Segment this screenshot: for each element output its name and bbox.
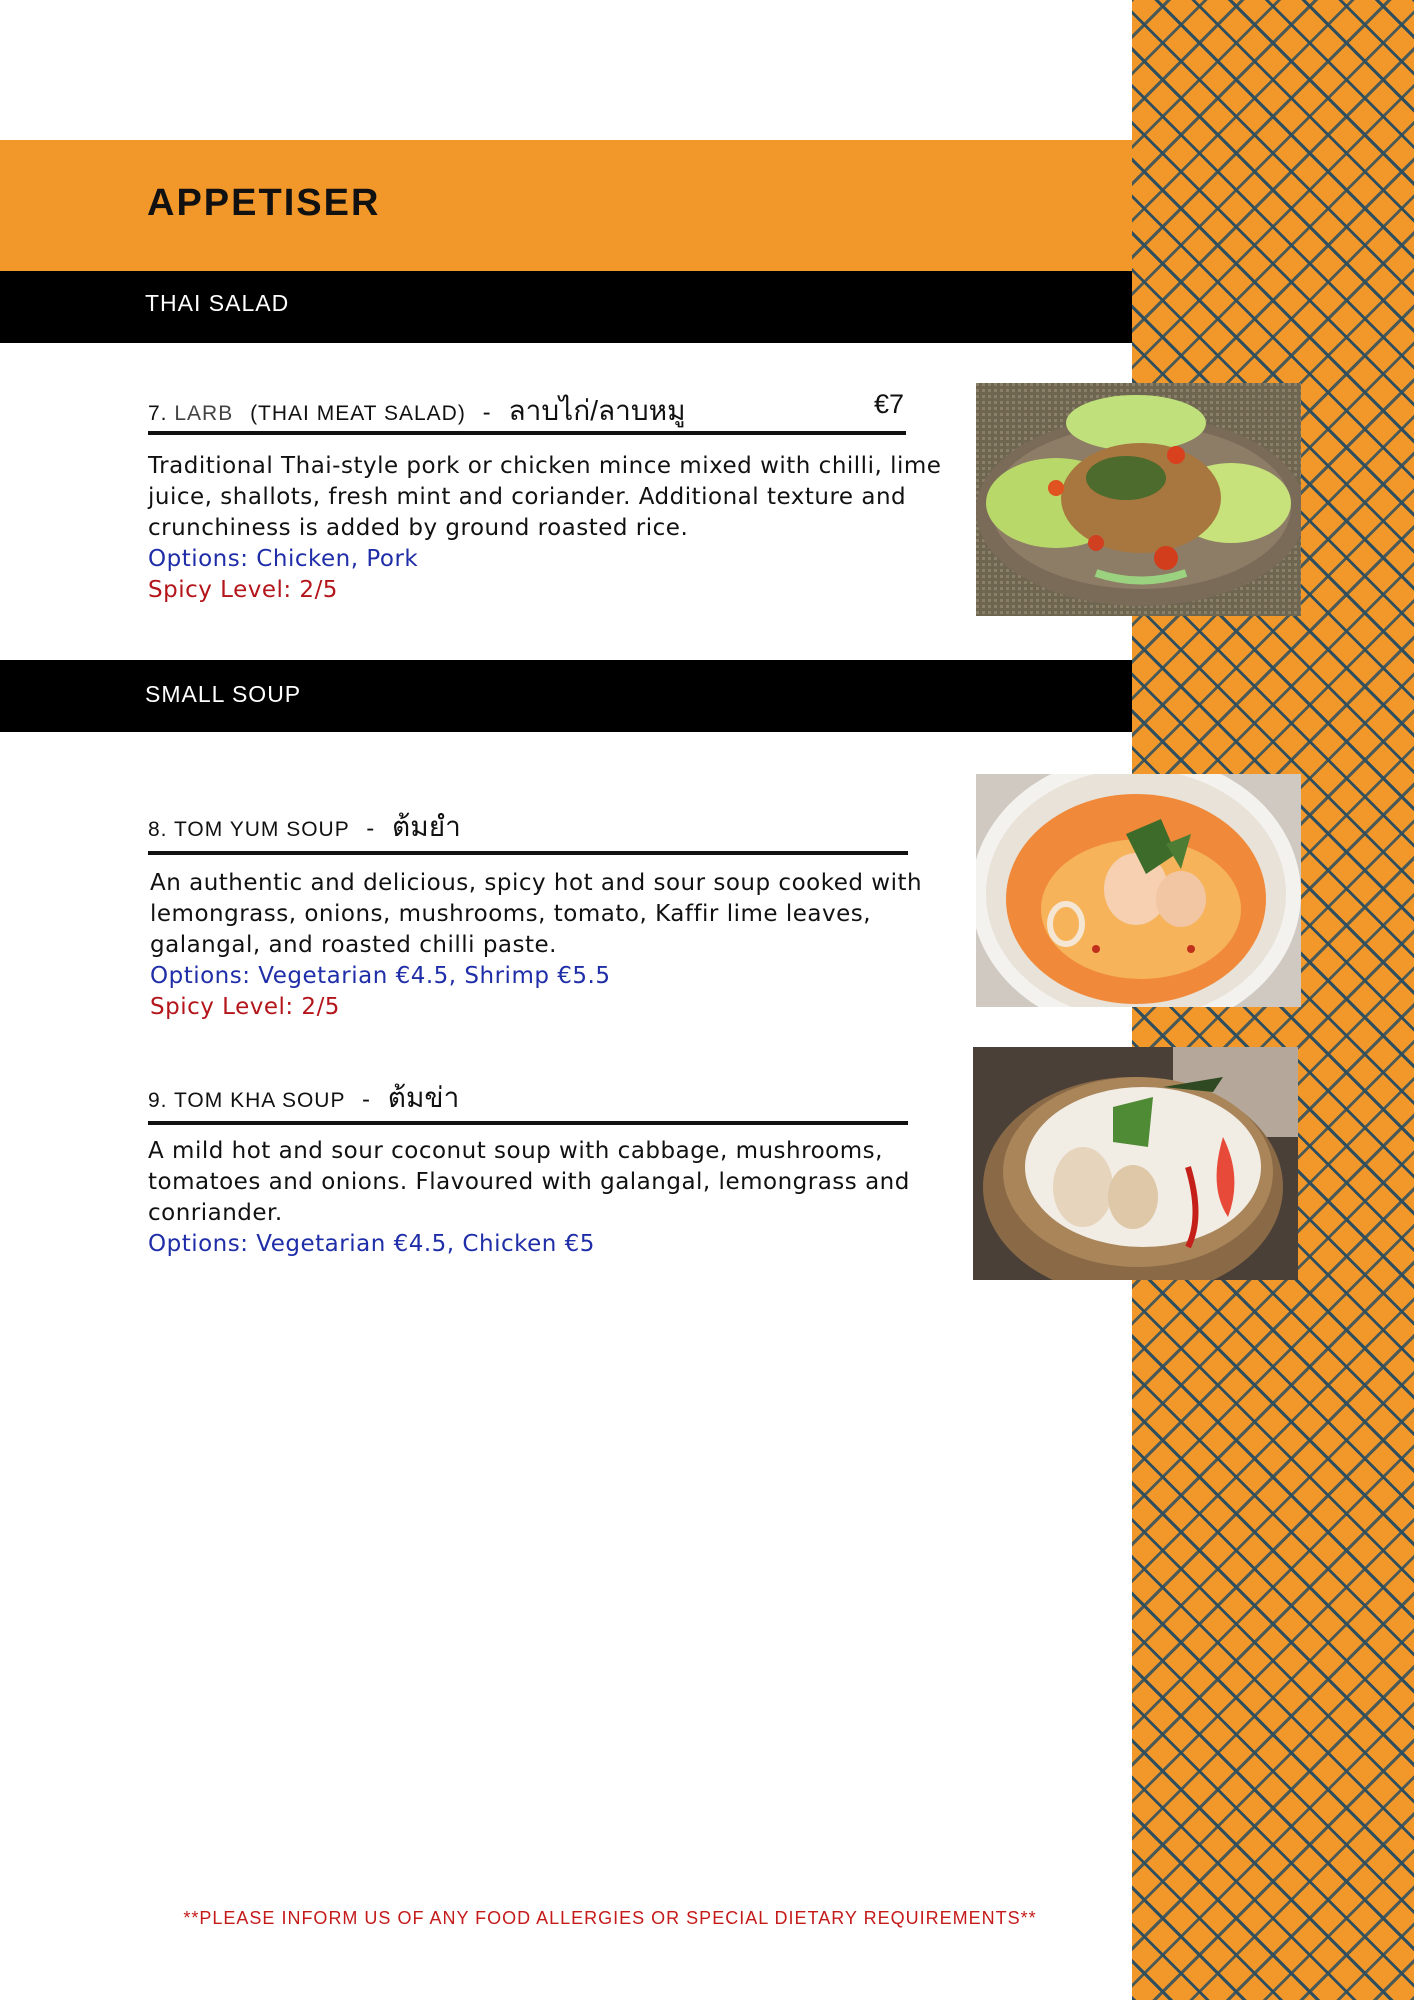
tom-yum-soup-image <box>976 774 1301 1007</box>
item-number: 9. <box>148 1089 168 1112</box>
item-subtitle: (THAI MEAT SALAD) <box>250 402 466 425</box>
tom-kha-soup-photo <box>973 1047 1298 1280</box>
item-title-tom-yum <box>148 805 461 849</box>
description-text: An authentic and delicious, spicy hot and sour soup cooked with lemongrass, onions, mushrooms, tomato, Kaffir lime leaves, galangal, and roasted chilli paste. <box>150 870 923 958</box>
section-label-small-soup: SMALL SOUP <box>145 681 302 707</box>
item-title-tom-kha <box>148 1076 459 1120</box>
item-name: TOM YUM SOUP <box>173 818 350 841</box>
item-number: 8. <box>148 818 168 841</box>
page-title: APPETISER <box>147 182 381 224</box>
description-text: A mild hot and sour coconut soup with cabbage, mushrooms, tomatoes and onions. Flavoured with galangal, lemongrass and conriander. <box>148 1138 910 1226</box>
spicy-level-text: Spicy Level: 2/5 <box>148 577 338 603</box>
item-title-larb <box>148 389 686 433</box>
item-thai-name: ลาบไก่/ลาบหมู <box>508 395 686 426</box>
item-name: TOM KHA SOUP <box>173 1089 346 1112</box>
section-label-thai-salad: THAI SALAD <box>145 290 290 316</box>
spicy-level-text: Spicy Level: 2/5 <box>150 994 340 1020</box>
item-thai-name: ต้มยำ <box>392 811 461 842</box>
item-name: LARB <box>174 402 234 425</box>
item-price-larb: €7 <box>874 389 905 419</box>
description-text: Traditional Thai-style pork or chicken mince mixed with chilli, lime juice, shallots, fresh mint and coriander. Additional texture and crunchiness is added by ground roasted rice. <box>148 453 942 541</box>
item-description-larb <box>148 451 950 606</box>
item-divider <box>148 1121 908 1125</box>
item-divider <box>148 851 908 855</box>
larb-salad-photo <box>976 383 1301 616</box>
item-description-tom-yum <box>150 868 930 1023</box>
options-text: Options: Vegetarian €4.5, Chicken €5 <box>148 1231 595 1257</box>
allergy-notice: **PLEASE INFORM US OF ANY FOOD ALLERGIES OR SPECIAL DIETARY REQUIREMENTS** <box>183 1908 1037 1928</box>
tom-yum-soup-photo <box>976 774 1301 1007</box>
options-text: Options: Vegetarian €4.5, Shrimp €5.5 <box>150 963 611 989</box>
item-dash: - <box>361 1086 371 1113</box>
item-number: 7. <box>148 402 168 425</box>
item-dash: - <box>366 815 376 842</box>
options-text: Options: Chicken, Pork <box>148 546 419 572</box>
larb-salad-image <box>976 383 1301 616</box>
item-dash: - <box>482 399 492 426</box>
item-thai-name: ต้มข่า <box>387 1082 460 1113</box>
tom-kha-soup-image <box>973 1047 1298 1280</box>
item-description-tom-kha <box>148 1136 948 1260</box>
item-divider <box>148 431 906 435</box>
